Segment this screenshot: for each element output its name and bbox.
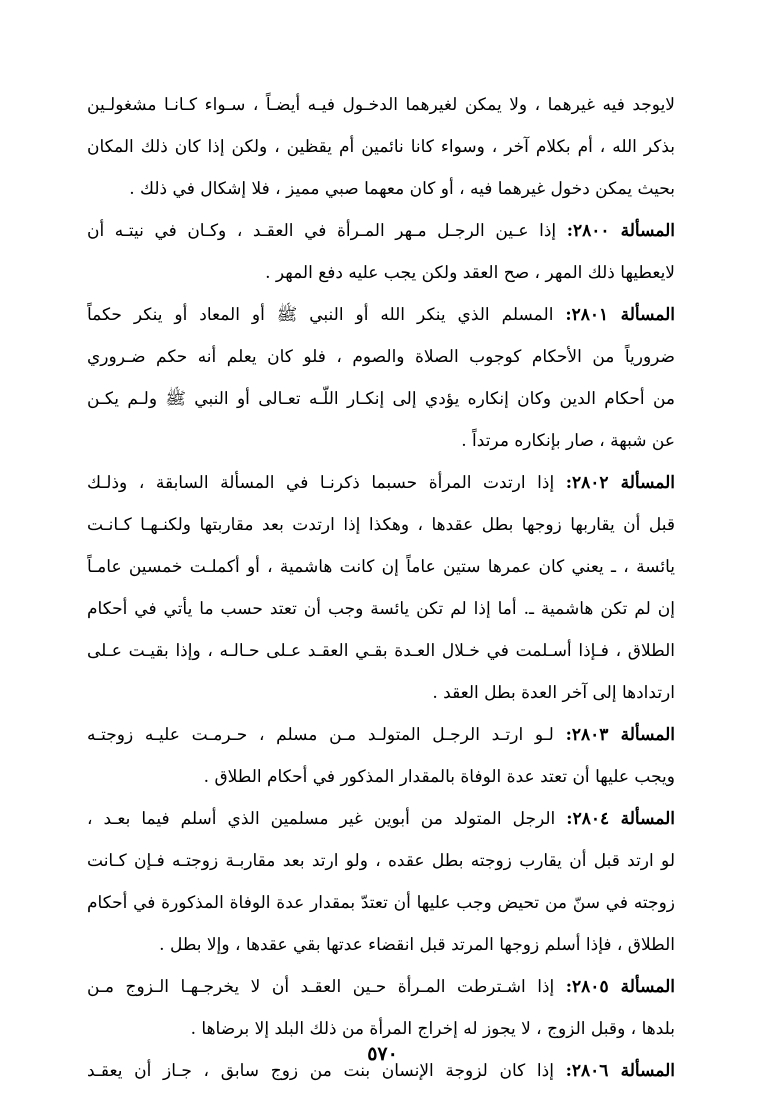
line-text: الطلاق ، فـإذا أسـلمت في خـلال العـدة بقـي العقـد عـلى حـالـه ، وإذا بقيـت عـلى (87, 641, 675, 661)
text-line-2 (87, 126, 675, 168)
line-text: لايوجد فيه غيرهما ، ولا يمكن لغيرهما الدخـول فيـه أيضـاً ، سـواء كـانـا مشغولـين (87, 95, 675, 115)
text-line-3 (87, 168, 675, 210)
line-text: إذا عـين الرجـل مـهر المـرأة في العقـد ، وكـان في نيتـه أن (87, 221, 567, 241)
line-text: لايعطيها ذلك المهر ، صح العقد ولكن يجب عليه دفع المهر . (265, 263, 675, 283)
line-text: لـو ارتـد الرجـل المتولـد مـن مسلم ، حـرمـت عليـه زوجتـه (87, 725, 566, 745)
text-line-22 (87, 966, 675, 1008)
line-text: لو ارتد قبل أن يقارب زوجته بطل عقده ، ولو ارتد بعد مقاربـة زوجتـه فـإن كـانت (87, 851, 675, 871)
text-line-17 (87, 756, 675, 798)
line-text: ويجب عليها أن تعتد عدة الوفاة بالمقدار المذكور في أحكام الطلاق . (203, 767, 675, 787)
text-line-21 (87, 924, 675, 966)
line-text: عن شبهة ، صار بإنكاره مرتداً . (461, 431, 675, 451)
text-line-20 (87, 882, 675, 924)
line-text: الطلاق ، فإذا أسلم زوجها المرتد قبل انقضاء عدتها بقي عقدها ، وإلا بطل . (159, 935, 675, 955)
text-line-16 (87, 714, 675, 756)
issue-label-2801: المسألة ٢٨٠١: (565, 305, 675, 325)
issue-label-2802: المسألة ٢٨٠٢: (565, 473, 675, 493)
text-line-14 (87, 630, 675, 672)
line-text: زوجته في سنّ من تحيض وجب عليها أن تعتدّ بمقدار عدة الوفاة المذكورة في أحكام (87, 893, 675, 913)
issue-label-2804: المسألة ٢٨٠٤: (566, 809, 675, 829)
text-line-10 (87, 462, 675, 504)
text-line-12 (87, 546, 675, 588)
line-text: إذا كان لزوجة الإنسان بنت من زوج سابق ، جـاز أن يعقـد (87, 1061, 566, 1081)
text-line-9 (87, 420, 675, 462)
line-text: من أحكام الدين وكان إنكاره يؤدي إلى إنكـار اللّـه تعـالى أو النبي ﷺ ولـم يكـن (87, 389, 675, 409)
text-line-19 (87, 840, 675, 882)
line-text: بذكر الله ، أم بكلام آخر ، وسواء كانا نائمين أم يقظين ، ولكن إذا كان ذلك المكان (87, 137, 675, 157)
text-line-8 (87, 378, 675, 420)
text-line-11 (87, 504, 675, 546)
text-line-6 (87, 294, 675, 336)
line-text: إذا اشـترطت المـرأة حـين العقـد أن لا يخرجـهـا الـزوج مـن (87, 977, 566, 997)
text-line-7 (87, 336, 675, 378)
text-line-15 (87, 672, 675, 714)
issue-label-2803: المسألة ٢٨٠٣: (565, 725, 675, 745)
line-text: ضرورياً من الأحكام كوجوب الصلاة والصوم ، فلو كان يعلم أنه حكم ضـروري (87, 347, 675, 367)
line-text: ارتدادها إلى آخر العدة بطل العقد . (432, 683, 675, 703)
text-line-13 (87, 588, 675, 630)
line-text: الرجل المتولد من أبوين غير مسلمين الذي أسلم فيما بعـد ، (87, 809, 567, 829)
line-text: إن لم تكن هاشمية ـ. أما إذا لم تكن يائسة وجب أن تعتد حسب ما يأتي في أحكام (87, 599, 675, 619)
line-text: المسلم الذي ينكر الله أو النبي ﷺ أو المعاد أو ينكر حكماً (87, 305, 566, 325)
text-line-18 (87, 798, 675, 840)
text-line-4 (87, 210, 675, 252)
text-line-1 (87, 84, 675, 126)
page-number: ٥٧٠ (367, 1043, 398, 1065)
issue-label-2806: المسألة ٢٨٠٦: (565, 1061, 675, 1081)
text-line-5 (87, 252, 675, 294)
issue-label-2805: المسألة ٢٨٠٥: (565, 977, 675, 997)
line-text: يائسة ، ـ يعني كان عمرها ستين عاماً إن كانت هاشمية ، أو أكملـت خمسين عامـاً (87, 557, 675, 577)
line-text: قبل أن يقاربها زوجها بطل عقدها ، وهكذا إذا ارتدت بعد مقاربتها ولكنـهـا كـانـت (87, 515, 675, 535)
issue-label-2800: المسألة ٢٨٠٠: (566, 221, 675, 241)
line-text: إذا ارتدت المرأة حسبما ذكرنـا في المسألة السابقة ، وذلـك (87, 473, 566, 493)
line-text: بلدها ، وقبل الزوج ، لا يجوز له إخراج المرأة من ذلك البلد إلا برضاها . (190, 1019, 675, 1039)
line-text: بحيث يمكن دخول غيرهما فيه ، أو كان معهما صبي مميز ، فلا إشكال في ذلك . (129, 179, 675, 199)
body-text (87, 84, 675, 1092)
